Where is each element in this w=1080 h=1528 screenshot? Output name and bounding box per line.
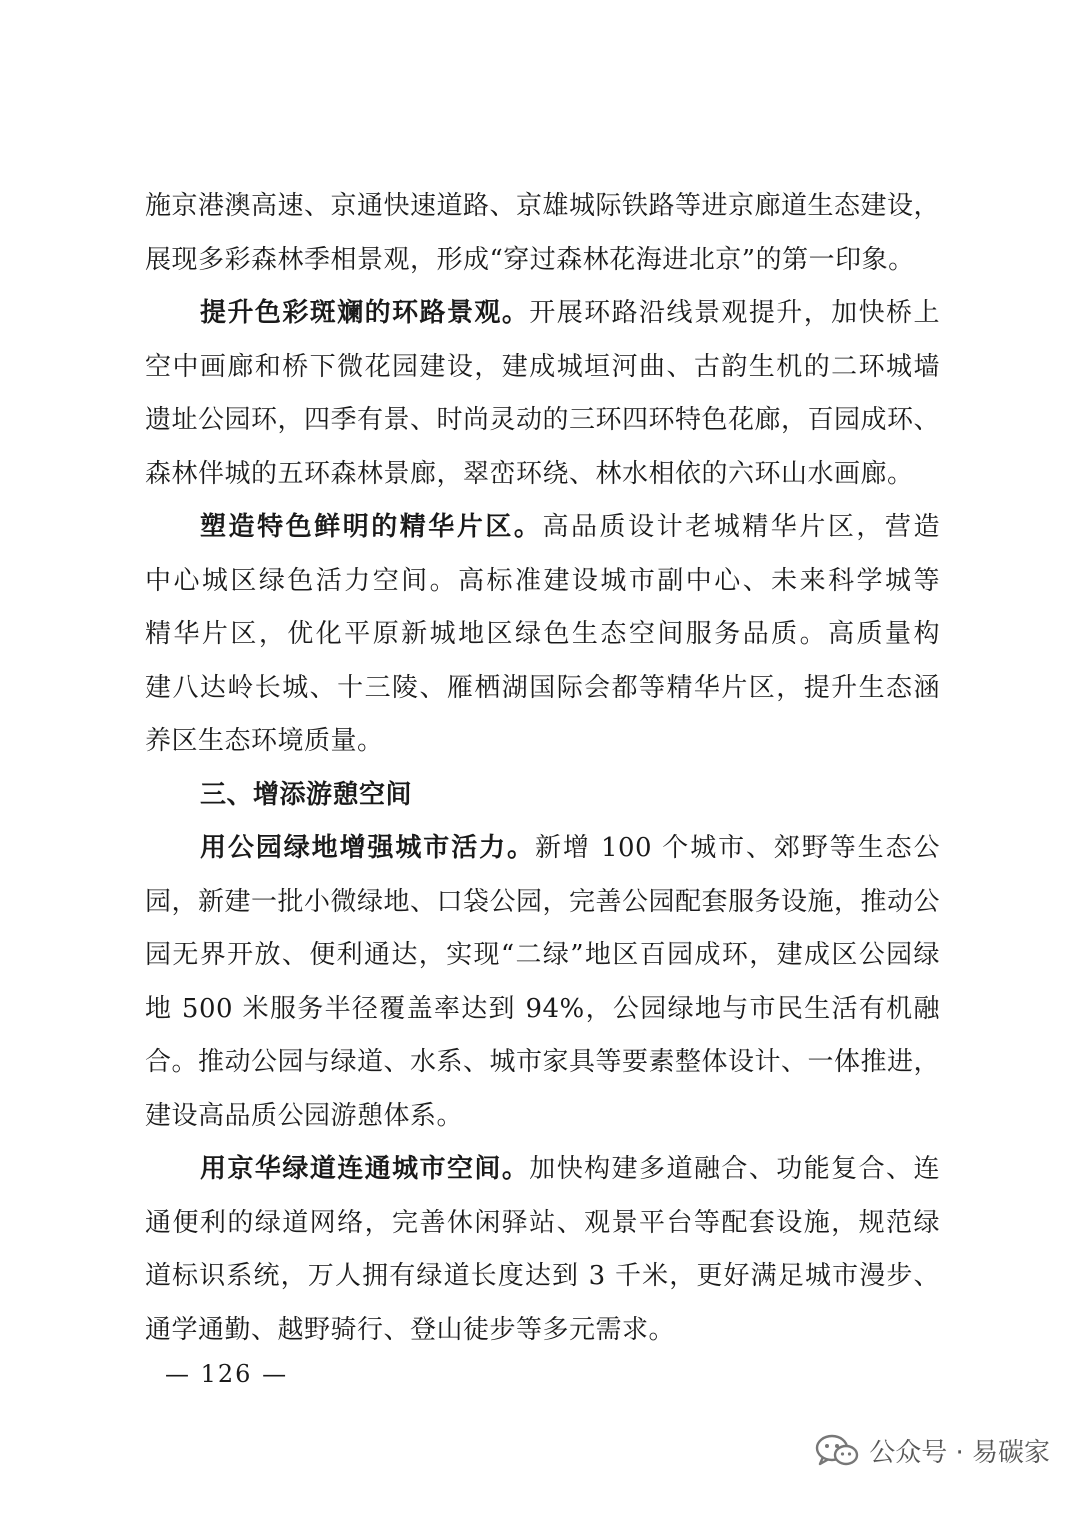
text-line: 通便利的绿道网络，完善休闲驿站、观景平台等配套设施，规范绿: [145, 1207, 940, 1238]
text-line: 园无界开放、便利通达，实现“二绿”地区百园成环，建成区公园绿: [145, 940, 940, 970]
text-line: 空中画廊和桥下微花园建设，建成城垣河曲、古韵生机的二环城墙: [145, 351, 940, 382]
text-line: 遗址公园环，四季有景、时尚灵动的三环四环特色花廊，百园成环、: [145, 405, 941, 435]
text-line: 精华片区，优化平原新城地区绿色生态空间服务品质。高质量构: [145, 619, 940, 649]
text-line: 地 500 米服务半径覆盖率达到 94%，公园绿地与市民生活有机融: [145, 993, 940, 1024]
text-line: 中心城区绿色活力空间。高标准建设城市副中心、未来科学城等: [145, 565, 940, 596]
document-body: [145, 180, 940, 1357]
text-line: 道标识系统，万人拥有绿道长度达到 3 千米，更好满足城市漫步、: [145, 1261, 940, 1291]
text-line: 展现多彩森林季相景观，形成“穿过森林花海进北京”的第一印象。: [145, 244, 915, 275]
text-line: 施京港澳高速、京通快速道路、京雄城际铁路等进京廊道生态建设，: [145, 191, 941, 221]
paragraph-lead-line: 提升色彩斑斓的环路景观。开展环路沿线景观提升，加快桥上: [200, 298, 940, 328]
text-line: 养区生态环境质量。: [145, 726, 384, 756]
text-line: 园，新建一批小微绿地、口袋公园，完善公园配套服务设施，推动公: [145, 886, 941, 917]
text-line: 建八达岭长城、十三陵、雁栖湖国际会都等精华片区，提升生态涵: [145, 672, 940, 703]
paragraph-lead: 塑造特色鲜明的精华片区。: [200, 512, 543, 542]
page-number: — 126 —: [165, 1360, 289, 1388]
text-line: 建设高品质公园游憩体系。: [145, 1100, 464, 1131]
paragraph-lead-line: 塑造特色鲜明的精华片区。高品质设计老城精华片区，营造: [200, 512, 940, 542]
paragraph-lead-line: 用公园绿地增强城市活力。新增 100 个城市、郊野等生态公: [200, 833, 940, 863]
paragraph-lead-line: 用京华绿道连通城市空间。加快构建多道融合、功能复合、连: [200, 1154, 940, 1184]
text-line: 合。推动公园与绿道、水系、城市家具等要素整体设计、一体推进，: [145, 1047, 941, 1077]
section-heading: 三、增添游憩空间: [200, 779, 413, 810]
watermark: [815, 1432, 1050, 1469]
wechat-icon: [815, 1434, 859, 1468]
text-line: 森林伴城的五环森林景廊，翠峦环绕、林水相依的六环山水画廊。: [145, 458, 914, 489]
paragraph-lead: 提升色彩斑斓的环路景观。: [200, 298, 530, 328]
text-line: 通学通勤、越野骑行、登山徒步等多元需求。: [145, 1314, 676, 1345]
watermark-text: 公众号 · 易碳家: [869, 1438, 1050, 1468]
paragraph-lead: 用京华绿道连通城市空间。: [200, 1154, 530, 1184]
paragraph-lead: 用公园绿地增强城市活力。: [200, 833, 535, 863]
